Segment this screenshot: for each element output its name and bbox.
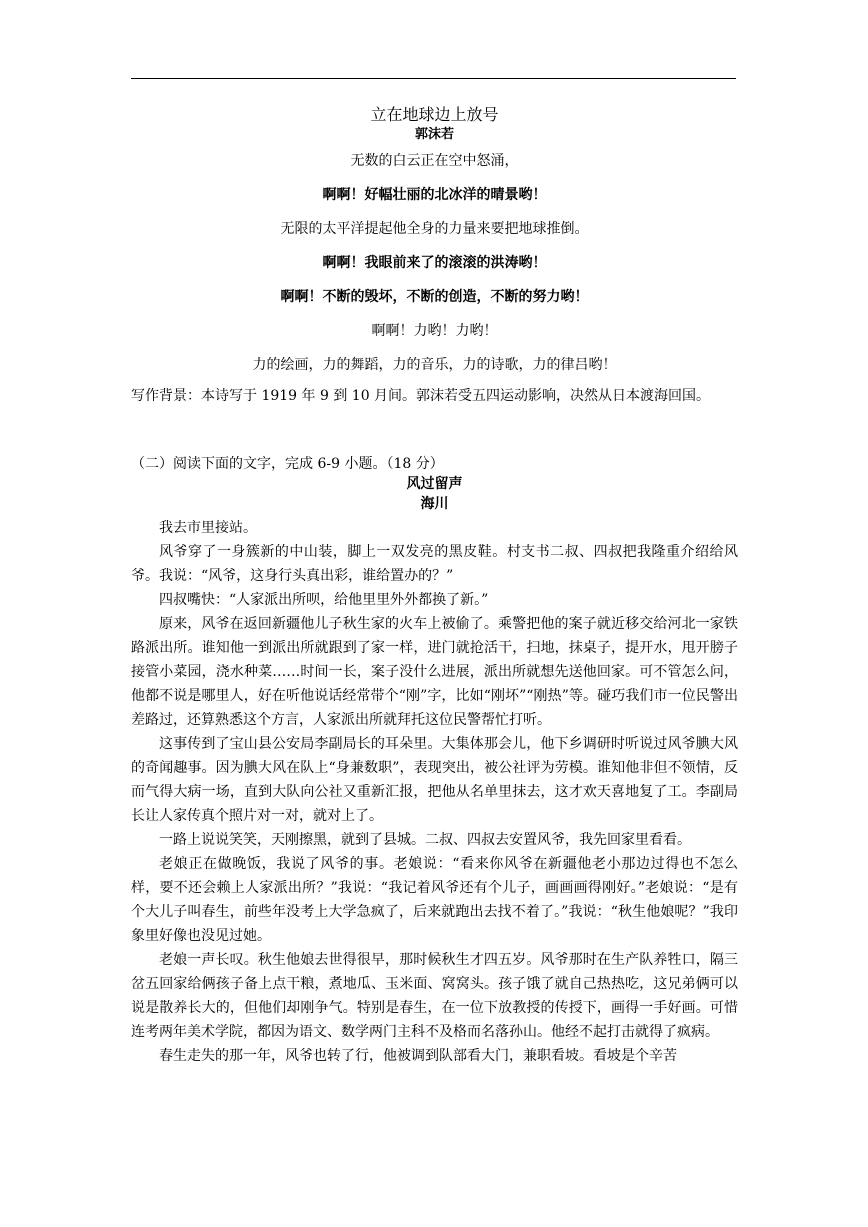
story-paragraph: 春生走失的那一年，风爷也转了行，他被调到队部看大门，兼职看坡。看坡是个辛苦 bbox=[159, 1048, 677, 1064]
story-paragraph: 这事传到了宝山县公安局李副局长的耳朵里。大集体那会儿，他下乡调研时听说过风爷腆大风的奇闻趣事。因为腆大风在队上“身兼数职”，表现突出，被公社评为劳模。谁知他非但不领情，反而气得大病一场，直到大队向公社又重新汇报，把他从名单里抹去，这才欢天喜地复了工。李副局长让人家传真个照片对一对，就对上了。 bbox=[131, 736, 738, 824]
document-page bbox=[131, 104, 738, 1068]
story-paragraph: 风爷穿了一身簇新的中山装，脚上一双发亮的黑皮鞋。村支书二叔、四叔把我隆重介绍给风爷。我说：“风爷，这身行头真出彩，谁给置办的？” bbox=[131, 544, 738, 584]
poem-line: 力的绘画，力的舞蹈，力的音乐，力的诗歌，力的律吕哟！ bbox=[252, 357, 617, 373]
poem-line: 啊啊！我眼前来了的滚滚的洪涛哟！ bbox=[322, 255, 547, 271]
poem-author: 郭沫若 bbox=[414, 127, 454, 142]
section-heading: （二）阅读下面的文字，完成 6-9 小题。（18 分） bbox=[131, 456, 444, 472]
poem-line: 啊啊！力哟！力哟！ bbox=[371, 323, 498, 339]
story-author: 海川 bbox=[420, 496, 449, 512]
poem-line: 无限的太平洋提起他全身的力量来要把地球推倒。 bbox=[280, 221, 589, 237]
story-paragraph: 原来，风爷在返回新疆他儿子秋生家的火车上被偷了。乘警把他的案子就近移交给河北一家铁路派出所。谁知他一到派出所就跟到了家一样，进门就抢活干，扫地，抹桌子，提开水，甩开膀子接管小菜园，浇水种菜……时间一长，案子没什么进展，派出所就想先送他回家。可不管怎么问，他都不说是哪里人，好在听他说话经常带个“刚”字，比如“刚坏”“刚热”等。碰巧我们市一位民警出差路过，还算熟悉这个方言，人家派出所就拜托这位民警帮忙打听。 bbox=[131, 616, 738, 728]
story-paragraph: 一路上说说笑笑，天刚擦黑，就到了县城。二叔、四叔去安置风爷，我先回家里看看。 bbox=[159, 832, 691, 848]
poem-line: 啊啊！好幅壮丽的北冰洋的晴景哟！ bbox=[322, 187, 547, 203]
poem-title: 立在地球边上放号 bbox=[370, 105, 499, 124]
story-paragraph: 老娘正在做晚饭，我说了风爷的事。老娘说：“看来你风爷在新疆他老小那边过得也不怎么样，要不还会赖上人家派出所？”我说：“我记着风爷还有个儿子，画画画得刚好。”老娘说：“是有个大儿子叫春生，前些年没考上大学急疯了，后来就跑出去找不着了。”我说：“秋生他娘呢？”我印象里好像也没见过她。 bbox=[131, 856, 738, 944]
poem-line: 啊啊！不断的毁坏，不断的创造，不断的努力哟！ bbox=[280, 289, 589, 305]
story-paragraph: 老娘一声长叹。秋生他娘去世得很早，那时候秋生才四五岁。风爷那时在生产队养牲口，隔三岔五回家给俩孩子备上点干粮，煮地瓜、玉米面、窝窝头。孩子饿了就自己热热吃，这兄弟俩可以说是散养长大的，但他们却刚争气。特别是春生，在一位下放教授的传授下，画得一手好画。可惜连考两年美术学院，都因为语文、数学两门主科不及格而名落孙山。他经不起打击就得了疯病。 bbox=[131, 952, 738, 1040]
story-paragraph: 我去市里接站。 bbox=[159, 520, 257, 536]
poem-background-note: 写作背景：本诗写于 1919 年 9 到 10 月间。郭沫若受五四运动影响，决然从日本渡海回国。 bbox=[131, 388, 711, 404]
header-rule bbox=[131, 78, 736, 79]
poem-line: 无数的白云正在空中怒涌， bbox=[350, 153, 519, 169]
story-title: 风过留声 bbox=[406, 476, 463, 492]
story-paragraph: 四叔嘴快：“人家派出所呗，给他里里外外都换了新。” bbox=[159, 592, 489, 608]
